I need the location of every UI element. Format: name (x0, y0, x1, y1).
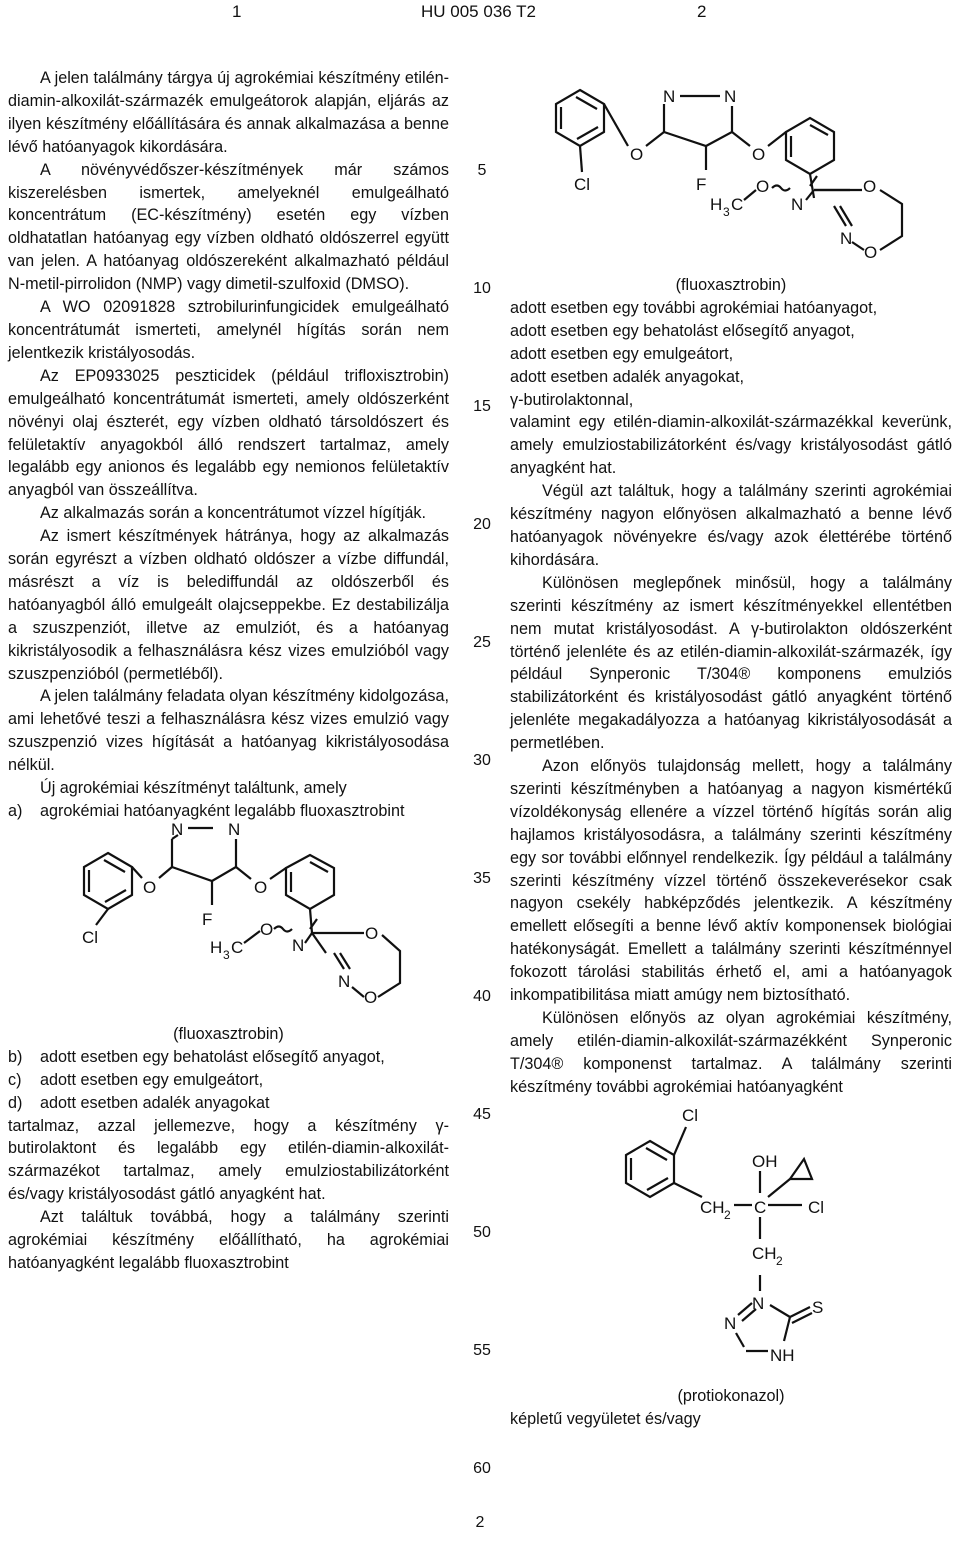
chem-label-o: O (260, 919, 274, 939)
chem-label-o: O (254, 877, 268, 897)
chem-label-n: N (338, 971, 351, 991)
paragraph: Új agrokémiai készítményt találtunk, amely (40, 779, 347, 798)
paragraph: Az alkalmazás során a koncentrátumot vízzel hígítják. (40, 504, 426, 523)
chem-label-3: 3 (223, 947, 230, 962)
chem-label-o: O (864, 243, 878, 260)
chem-label-n: N (752, 1293, 765, 1313)
chem-label-c: C (731, 195, 744, 214)
line-number-45: 45 (473, 1106, 491, 1123)
prothioconazole-structure (510, 1099, 952, 1289)
chem-label-o: O (752, 145, 766, 164)
line-number-15: 15 (473, 398, 491, 415)
triazolethione-structure (510, 1275, 952, 1385)
paragraph: A jelen találmány tárgya új agrokémiai készítmény etilén-diamin-alkoxilát-származék emulgeátorok alapján, eljárás az ilyen készítmény előállítására és annak alkalmazása a benne lévő hatóanyagok kikordására. (8, 69, 449, 156)
chem-label-f: F (696, 175, 707, 194)
line-text: adott esetben adalék anyagokat, (510, 367, 744, 386)
chem-label-cl: Cl (808, 1197, 825, 1217)
chem-label-2: 2 (776, 1253, 783, 1268)
list-label: c) (8, 1070, 22, 1089)
fluoxastrobin-structure-right (510, 60, 952, 260)
chem-label-cl: Cl (574, 175, 591, 194)
line-number-20: 20 (473, 516, 491, 533)
figure-caption: (fluoxasztrobin) (173, 1024, 284, 1043)
chem-label-oh: OH (752, 1151, 778, 1171)
paragraph: Különösen előnyös az olyan agrokémiai készítmény, amely etilén-diamin-alkoxilát-származékként Synperonic T/304® komponenst tartalmaz. A találmány szerinti készítmény további agrokémiai hatóanyagként (510, 1009, 952, 1096)
chem-label-cl: Cl (682, 1105, 699, 1125)
chem-label-h: H (710, 195, 723, 214)
fluoxastrobin-structure-left (8, 823, 449, 1023)
chem-label-o: O (143, 877, 157, 897)
page-number-left: 1 (232, 2, 242, 21)
paragraph: képletű vegyületet és/vagy (510, 1409, 701, 1428)
line-number-35: 35 (473, 870, 491, 887)
paragraph: Az EP0933025 peszticidek (például trifloxisztrobin) emulgeálható koncentrátumát ismerteti, amely oldószerként növényi olaj észterét, egy vízben oldható társoldószert és felületaktív anyagokból álló rendszert tartalmaz, amely legalább egy anionos és legalább egy nemionos felületaktív anyagból van összeállítva. (8, 366, 449, 500)
line-number-60: 60 (473, 1460, 491, 1477)
chem-label-o: O (630, 145, 644, 164)
paragraph: A növényvédőszer-készítmények már számos kiszerelésben ismertek, amelyeknél emulgeálható koncentrátum (EC-készítmény) esetén egy vízben oldhatatlan hatóanyag egy vízben oldható oldószerrel együtt van jelen. A hatóanyag oldószereként alkalmazható például N-metil-pirrolidon (NMP) vagy dimetil-szulfoxid (DMSO). (8, 160, 449, 294)
left-column (8, 67, 449, 1275)
list-text: adott esetben adalék anyagokat (40, 1093, 270, 1112)
list-label: d) (8, 1093, 23, 1112)
line-number-10: 10 (473, 280, 491, 297)
paragraph: Az ismert készítmények hátránya, hogy az alkalmazás során egyrészt a vízben oldható oldószer a vízbe diffundál, másrészt a víz is belediffundál az oldószerből és hatóanyagból álló emulgeált olajcseppekbe. Ez destabilizálja a szuszpenziót, illetve az emulziót, és a hatóanyag kikristályosodik a felhasználásra kész vizes emulzióból vagy szuszpenzióból (permetléből). (8, 527, 449, 683)
list-text: agrokémiai hatóanyagként legalább fluoxasztrobint (40, 802, 405, 820)
paragraph: valamint egy etilén-diamin-alkoxilát-származékkal keverünk, amely emulziostabilizátorként és/vagy kristályosodást gátló anyagként hat. (510, 413, 952, 478)
line-text: adott esetben egy behatolást elősegítő anyagot, (510, 321, 855, 340)
chem-label-n: N (724, 87, 737, 106)
line-number-55: 55 (473, 1342, 491, 1359)
paragraph: Különösen meglepőnek minősül, hogy a találmány szerinti készítmény az ismert készítményekkel ellentétben nem mutat kristályosodást. A γ-butirolakton oldószerként történő jelenléte és az etilén-diamin-alkoxilát-származék, így például Synperonic T/304® komponens emulziós stabilizátorként és kristályosodást gátló anyagként történő jelenléte megakadályozza a hatóanyag kikristályosodását a permetlében. (510, 573, 952, 753)
chem-label-3: 3 (723, 205, 730, 219)
line-text: adott esetben egy emulgeátort, (510, 344, 734, 363)
line-number-5: 5 (477, 162, 487, 179)
chem-label-f: F (202, 909, 213, 929)
chem-label-nh: NH (770, 1345, 795, 1365)
line-number-30: 30 (473, 752, 491, 769)
chem-label-o: O (756, 177, 770, 196)
figure-caption: (protiokonazol) (677, 1386, 785, 1405)
chem-label-2: 2 (724, 1207, 731, 1222)
line-text: γ-butirolaktonnal, (510, 390, 634, 409)
chem-label-ch: CH (752, 1243, 777, 1263)
paragraph: A jelen találmány feladata olyan készítmény kidolgozása, ami lehetővé teszi a felhasználásra kész vizes emulzió vagy szuszpenzió vizes hígítását a hatóanyag kikristályosodása nélkül. (8, 687, 449, 775)
chem-label-s: S (812, 1297, 824, 1317)
page-number-right: 2 (697, 2, 707, 21)
chem-label-h: H (210, 937, 223, 957)
chem-label-n: N (171, 822, 184, 839)
chem-label-n: N (791, 195, 804, 214)
list-label: b) (8, 1047, 23, 1066)
paragraph: Végül azt találtuk, hogy a találmány szerinti agrokémiai készítmény nagyon előnyösen alkalmazható a benne lévő hatóanyagok növényekre és/vagy azok élettérébe történő kihordására. (510, 482, 952, 569)
list-text: adott esetben egy behatolást elősegítő anyagot, (40, 1047, 385, 1066)
footer-page-number: 2 (475, 1514, 485, 1531)
chem-label-c: C (754, 1197, 767, 1217)
chem-label-c: C (231, 937, 244, 957)
chem-label-n: N (292, 935, 305, 955)
paragraph: tartalmaz, azzal jellemezve, hogy a készítmény γ-butirolaktont és legalább egy etilén-diamin-alkoxilát-származékot tartalmaz, amely emulziostabilizátorként és/vagy kristályosodást gátló anyagként hat. (8, 1116, 449, 1204)
chem-label-cl: Cl (82, 927, 99, 947)
line-number-40: 40 (473, 988, 491, 1005)
list-label: a) (8, 802, 23, 820)
list-item-a (8, 800, 449, 823)
list-item-b (8, 1046, 449, 1069)
chem-label-n: N (228, 822, 241, 839)
chem-label-n: N (724, 1313, 737, 1333)
paragraph: Azon előnyös tulajdonság mellett, hogy a találmány szerinti készítményben a hatóanyag a nagyon kismértékű vízoldékonyság ellenére a vízzel történő hígítás során alig hajlamos kristályosodásra, a találmány szerinti készítmény egy sor további előnnyel rendelkezik. Így például a találmány szerinti készítmény vízzel történő összekeverésekor csak nagyon csekély habképződés jelentkezik. A készítmény emellett elősegíti a benne lévő aktív komponensek biológiai hatékonyságát. Emellett a találmány szerinti készítménnyel fokozott tárolási stabilitás érhető el, ami a hatóanyagok inkompatibilitása miatt amúgy nem biztosítható. (510, 757, 952, 1005)
right-column (510, 60, 952, 1430)
chem-label-o: O (863, 177, 877, 196)
figure-caption: (fluoxasztrobin) (675, 276, 787, 294)
list-item-c (8, 1069, 449, 1092)
line-number-50: 50 (473, 1224, 491, 1241)
chem-label-n: N (663, 87, 676, 106)
list-item-d (8, 1092, 449, 1115)
list-text: adott esetben egy emulgeátort, (40, 1070, 264, 1089)
chem-label-o: O (364, 987, 378, 1007)
line-text: adott esetben egy további agrokémiai hatóanyagot, (510, 298, 878, 317)
chem-label-n: N (840, 229, 853, 248)
paragraph: Azt találtuk továbbá, hogy a találmány szerinti agrokémiai készítmény előállítható, ha agrokémiai hatóanyagként legalább fluoxasztrobint (8, 1208, 449, 1272)
document-number: HU 005 036 T2 (421, 2, 536, 21)
paragraph: A WO 02091828 sztrobilurinfungicidek emulgeálható koncentrátumát ismerteti, amelynél hígítás során nem jelentkezik kristályosodás. (8, 298, 449, 362)
chem-label-ch: CH (700, 1197, 725, 1217)
chem-label-o: O (365, 923, 379, 943)
line-number-25: 25 (473, 634, 491, 651)
